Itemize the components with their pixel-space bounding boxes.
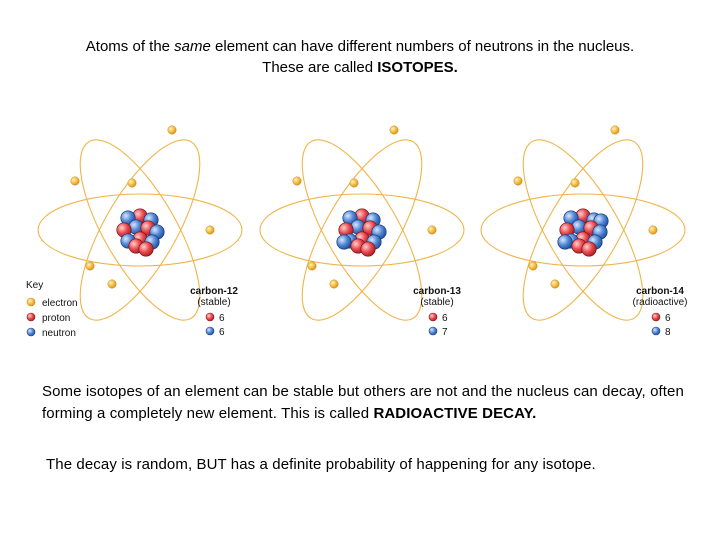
key-title: Key — [26, 280, 44, 291]
electron — [571, 179, 579, 187]
radioactive-decay-paragraph — [42, 381, 692, 425]
isotope-status: (radioactive) — [632, 297, 688, 308]
nucleus — [117, 209, 164, 256]
electron — [71, 177, 79, 185]
neutron-count: 7 — [442, 327, 448, 338]
isotope-status: (stable) — [197, 297, 231, 308]
neutron — [337, 235, 351, 249]
neutron-count: 8 — [665, 327, 671, 338]
nucleus — [558, 209, 608, 256]
proton — [139, 242, 153, 256]
proton-count: 6 — [442, 313, 448, 324]
intro-text — [0, 36, 720, 78]
intro-line-2 — [0, 57, 720, 78]
key-proton-icon — [27, 313, 35, 321]
intro-emphasis: same — [174, 38, 211, 55]
key-neutron-icon — [27, 328, 35, 336]
electron — [128, 179, 136, 187]
intro-line-1-end: element can have different numbers of neutrons in the nucleus. — [210, 38, 635, 55]
paragraph-text: Some isotopes of an element can be stable but others are not and the nucleus can decay, often forming a completely new element. This is called — [42, 383, 684, 422]
isotope-name: carbon-12 — [190, 286, 238, 297]
paragraph-text: The decay is random, BUT has a definite probability of happening for any isotope. — [46, 456, 596, 473]
electron — [390, 126, 398, 134]
radioactive-decay-term: RADIOACTIVE DECAY. — [373, 405, 537, 422]
electron — [206, 226, 214, 234]
isotope-label-carbon-13 — [413, 286, 461, 338]
intro-line-1 — [0, 36, 720, 57]
electron — [86, 262, 94, 270]
key-proton-label: proton — [42, 313, 71, 324]
isotope-name: carbon-13 — [413, 286, 461, 297]
neutron-icon — [652, 327, 660, 335]
electron — [168, 126, 176, 134]
key-electron-icon — [27, 298, 35, 306]
electron — [350, 179, 358, 187]
proton-count: 6 — [219, 313, 225, 324]
neutron-count: 6 — [219, 327, 225, 338]
isotope-label-carbon-14 — [632, 286, 687, 338]
isotope-name: carbon-14 — [636, 286, 684, 297]
isotopes-term: ISOTOPES. — [377, 59, 458, 76]
key-electron-label: electron — [42, 298, 78, 309]
neutron-icon — [429, 327, 437, 335]
electron — [649, 226, 657, 234]
intro-line-1-start: Atoms of the — [85, 38, 175, 55]
probability-paragraph — [46, 455, 696, 475]
proton-icon — [429, 313, 437, 321]
proton-icon — [652, 313, 660, 321]
proton — [361, 242, 375, 256]
atoms-group — [38, 124, 688, 337]
electron — [514, 177, 522, 185]
electron — [108, 280, 116, 288]
electron — [330, 280, 338, 288]
neutron-icon — [206, 327, 214, 335]
electron — [529, 262, 537, 270]
electron — [551, 280, 559, 288]
intro-line-2-start: These are called — [262, 59, 378, 76]
electron — [611, 126, 619, 134]
proton-count: 6 — [665, 313, 671, 324]
electron — [428, 226, 436, 234]
proton-icon — [206, 313, 214, 321]
neutron — [558, 235, 572, 249]
isotope-status: (stable) — [420, 297, 454, 308]
key — [26, 280, 78, 339]
isotope-diagram — [20, 118, 710, 348]
proton — [582, 242, 596, 256]
key-neutron-label: neutron — [42, 328, 76, 339]
nucleus — [337, 209, 386, 256]
electron — [308, 262, 316, 270]
electron — [293, 177, 301, 185]
